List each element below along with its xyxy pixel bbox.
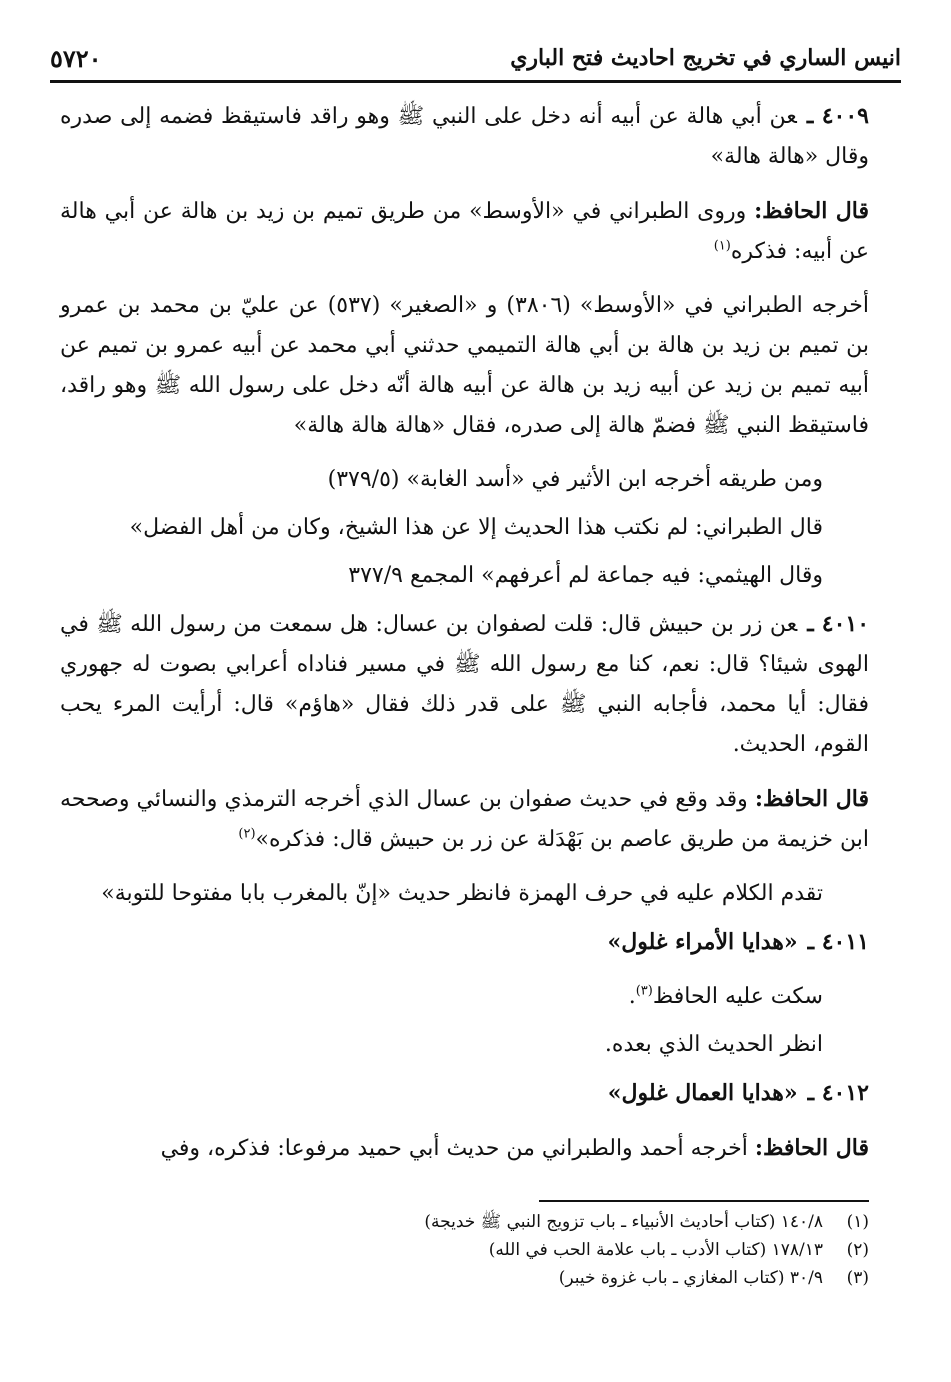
paragraph-text: عن زر بن حبيش قال: قلت لصفوان بن عسال: هل سمعت من رسول الله ﷺ في الهوى شيئا؟ قال: نعم، كنا مع رسول الله ﷺ في مسير فناداه أعرابي بصوت له جهوري فقال: أيا محمد، فأجابه النبي ﷺ على قدر ذلك فقال «هاؤم» قال: أرأيت المرء يحب القوم، الحديث.	[60, 612, 869, 757]
paragraph	[60, 1025, 869, 1065]
paragraph	[60, 508, 869, 548]
footnote-number: (١)	[846, 1212, 869, 1232]
page-header	[50, 36, 901, 83]
paragraph	[60, 779, 869, 860]
paragraph	[60, 96, 869, 177]
paragraph-text: أخرجه أحمد والطبراني من حديث أبي حميد مرفوعا: فذكره، وفي	[160, 1136, 748, 1161]
paragraph	[60, 556, 869, 596]
footnote-number: (٢)	[846, 1240, 869, 1260]
paragraph	[60, 1073, 869, 1114]
footnotes	[82, 1208, 869, 1292]
commentary-lead: قال الحافظ:	[754, 1135, 869, 1161]
paragraph-text: أخرجه الطبراني في «الأوسط» (٣٨٠٦) و «الصغير» (٥٣٧) عن عليّ بن محمد بن عمرو بن تميم بن زيد بن هالة بن أبي هالة التميمي حدثني أبي محمد عن أبيه عمرو بن تميم عن أبيه تميم بن زيد عن أبيه زيد بن هالة عن أبيه هالة أنّه دخل على رسول الله ﷺ وهو راقد، فاستيقظ النبي ﷺ فضمّ هالة إلى صدره، فقال «هالة هالة هالة»	[60, 293, 870, 438]
paragraph-text: «هدايا العمال غلول»	[607, 1080, 798, 1106]
paragraph-text: عن أبي هالة عن أبيه أنه دخل على النبي ﷺ وهو راقد فاستيقظ فضمه إلى صدره وقال «هالة هالة»	[60, 104, 869, 169]
paragraph	[60, 460, 869, 500]
footnote-text: ٣٠/٩ (كتاب المغازي ـ باب غزوة خيبر)	[558, 1268, 823, 1288]
paragraph	[60, 604, 869, 765]
paragraph-text: ومن طريقه أخرجه ابن الأثير في «أسد الغابة» (٣٧٩/٥)	[327, 467, 823, 492]
footnote	[82, 1208, 869, 1236]
footnote-text: ١٤٠/٨ (كتاب أحاديث الأنبياء ـ باب تزويج النبي ﷺ خديجة)	[424, 1212, 823, 1232]
footnote	[82, 1236, 869, 1264]
commentary-lead: قال الحافظ:	[754, 198, 869, 224]
hadith-number: ٤٠٠٩ ـ	[806, 103, 869, 129]
paragraph	[60, 977, 869, 1017]
paragraph-text: «هدايا الأمراء غلول»	[607, 929, 798, 955]
paragraph-text: وقال الهيثمي: فيه جماعة لم أعرفهم» المجمع ٣٧٧/٩	[348, 563, 823, 588]
hadith-number: ٤٠١٠ ـ	[807, 611, 870, 637]
footnote-ref: (٢)	[238, 826, 256, 842]
paragraph-text: تقدم الكلام عليه في حرف الهمزة فانظر حديث «إنّ بالمغرب بابا مفتوحا للتوبة»	[101, 881, 823, 906]
paragraph	[60, 286, 869, 446]
paragraph-text: وقد وقع في حديث صفوان بن عسال الذي أخرجه الترمذي والنسائي وصححه ابن خزيمة من طريق عاصم بن بَهْدَلة عن زر بن حبيش قال: فذكره»	[60, 787, 869, 852]
paragraph-text: سكت عليه الحافظ	[652, 984, 823, 1009]
paragraph	[60, 922, 869, 963]
footnote-ref: (١)	[713, 238, 731, 254]
footnote-text: ١٧٨/١٣ (كتاب الأدب ـ باب علامة الحب في الله)	[488, 1240, 823, 1260]
hadith-number: ٤٠١٢ ـ	[807, 1080, 869, 1106]
footnote-ref: (٣)	[635, 983, 653, 999]
running-title: انيس الساري في تخريج احاديث فتح الباري	[510, 45, 901, 71]
paragraph	[60, 1128, 869, 1169]
footnote	[82, 1264, 869, 1292]
page-body	[60, 96, 869, 1183]
footnote-number: (٣)	[846, 1268, 869, 1288]
paragraph	[60, 191, 869, 272]
paragraph-text: قال الطبراني: لم نكتب هذا الحديث إلا عن هذا الشيخ، وكان من أهل الفضل»	[129, 515, 823, 540]
paragraph-text: انظر الحديث الذي بعده.	[604, 1032, 823, 1057]
paragraph-tail: .	[628, 984, 636, 1009]
hadith-number: ٤٠١١ ـ	[807, 929, 869, 955]
page-number: ٥٧٢٠	[50, 43, 102, 73]
footnote-divider	[539, 1200, 869, 1202]
paragraph	[60, 874, 869, 914]
commentary-lead: قال الحافظ:	[754, 786, 869, 812]
paragraph-text: وروى الطبراني في «الأوسط» من طريق تميم بن زيد بن هالة عن أبي هالة عن أبيه: فذكره	[60, 199, 869, 264]
